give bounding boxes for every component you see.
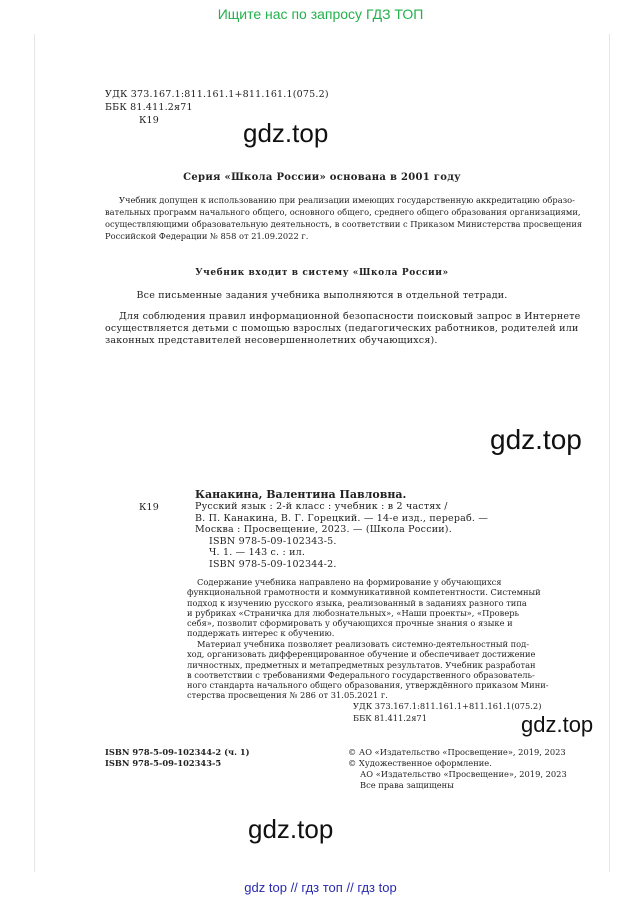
summary-line: стерства просвещения № 286 от 31.05.2021 г.	[187, 690, 388, 701]
system-line: Учебник входит в систему «Школа России»	[195, 268, 449, 278]
catalog-line: Москва : Просвещение, 2023. — (Школа России).	[195, 524, 452, 536]
notebook-line: Все письменные задания учебника выполняются в отдельной тетради.	[136, 290, 508, 301]
summary-line: ного стандарта начального общего образования, утверждённого приказом Мини-	[187, 680, 549, 691]
internet-line: осуществляется детьми с помощью взрослых (педагогических работников, родителей или	[105, 323, 579, 334]
summary-line: в соответствии с требованиями Федерального государственного образователь-	[187, 669, 535, 680]
search-banner: Ищите нас по запросу ГДЗ ТОП	[217, 6, 424, 22]
copyright-line: © АО «Издательство «Просвещение», 2019, 2023	[348, 747, 566, 757]
catalog-line: В. П. Канакина, В. Г. Горецкий. — 14-е изд., перераб. —	[195, 512, 489, 524]
watermark-4: gdz.top	[248, 814, 334, 844]
footer-link-gdz-top-mixed[interactable]: гдз top	[357, 880, 397, 895]
footer-links	[0, 880, 641, 895]
isbn-line: ISBN 978-5-09-102343-5	[105, 758, 222, 768]
copyright-block	[348, 747, 567, 791]
approval-line: Российской Федерации № 858 от 21.09.2022 г.	[105, 231, 309, 241]
header-bbk: ББК 81.411.2я71	[105, 102, 193, 113]
footer-link-gdz-top[interactable]: gdz top	[244, 880, 287, 895]
approval-line: вательных программ начального общего, основного общего, среднего общего образования организациями,	[105, 207, 581, 217]
summary-line: Материал учебника позволяет реализовать системно-деятельностный под-	[197, 639, 530, 649]
catalog-author: Канакина, Валентина Павловна.	[195, 488, 407, 501]
watermark-3: gdz.top	[521, 712, 594, 737]
copyright-line: © Художественное оформление.	[348, 758, 492, 768]
isbn-block	[105, 747, 250, 769]
summary-line: подход к изучению русского языка, реализованный в заданиях разного типа	[187, 597, 527, 608]
catalog-code: К19	[139, 502, 160, 513]
summary-line: Содержание учебника направлено на формирование у обучающихся	[197, 577, 502, 587]
catalog-lines	[195, 501, 488, 571]
catalog-line: Русский язык : 2-й класс : учебник : в 2 частях /	[195, 501, 448, 512]
series-line: Серия «Школа России» основана в 2001 году	[183, 172, 461, 183]
header-udk: УДК 373.167.1:811.161.1+811.161.1(075.2)	[105, 89, 329, 100]
catalog-summary-1	[187, 577, 541, 639]
isbn-line: ISBN 978-5-09-102344-2 (ч. 1)	[105, 747, 250, 757]
summary-line: и рубриках «Страничка для любознательных», «Наши проекты», «Проверь	[187, 607, 520, 618]
internet-safety-text	[105, 311, 581, 347]
approval-line: осуществляющими образовательную деятельность, в соответствии с Приказом Министерства просвещения	[105, 219, 583, 229]
summary-line: личностных, предметных и метапредметных результатов. Учебник разработан	[187, 659, 536, 670]
footer-link-gdz-top-ru[interactable]: гдз топ	[301, 880, 343, 895]
catalog-summary-2	[187, 639, 549, 701]
summary-line: ход, организовать дифференцированное обучение и обеспечивает достижение	[187, 649, 536, 660]
footer-separator: //	[346, 880, 354, 895]
watermark-2: gdz.top	[490, 424, 582, 455]
header-code: К19	[139, 115, 160, 126]
approval-line: Учебник допущен к использованию при реализации имеющих государственную аккредитацию образо-	[119, 195, 575, 205]
watermark-1: gdz.top	[243, 118, 329, 148]
summary-line: себя», позволит сформировать у обучающихся прочные знания о языке и	[187, 618, 513, 629]
catalog-bbk: ББК 81.411.2я71	[353, 713, 427, 723]
catalog-udk: УДК 373.167.1:811.161.1+811.161.1(075.2)	[353, 701, 542, 711]
catalog-line: ISBN 978-5-09-102343-5.	[209, 535, 337, 547]
approval-text	[105, 194, 605, 242]
copyright-line: Все права защищены	[360, 780, 454, 790]
summary-line: функциональной грамотности и коммуникативной компетентности. Системный	[187, 587, 541, 598]
internet-line: законных представителей несовершеннолетних обучающихся).	[105, 335, 438, 346]
book-page	[34, 34, 610, 872]
internet-line: Для соблюдения правил информационной безопасности поисковый запрос в Интернете	[119, 311, 581, 322]
summary-line: поддержать интерес к обучению.	[187, 628, 335, 639]
catalog-line: ISBN 978-5-09-102344-2.	[209, 558, 337, 570]
copyright-line: АО «Издательство «Просвещение», 2019, 2023	[360, 769, 567, 779]
footer-separator: //	[290, 880, 298, 895]
catalog-line: Ч. 1. — 143 с. : ил.	[209, 547, 306, 559]
